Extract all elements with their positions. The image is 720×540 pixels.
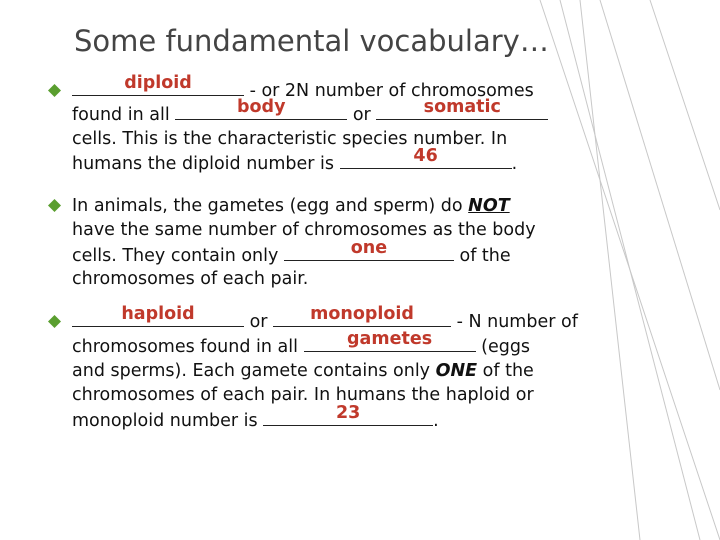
- text: of the: [477, 361, 534, 381]
- text: - or 2N number of chromosomes: [244, 81, 534, 101]
- text: or: [244, 312, 274, 332]
- bullet-3-line-2: [72, 329, 531, 359]
- answer-gametes: gametes: [347, 329, 433, 349]
- answer-body: body: [237, 97, 286, 117]
- answer-46: 46: [413, 146, 438, 166]
- diamond-bullet-icon: [48, 199, 61, 212]
- emphasis-one: ONE: [435, 361, 478, 381]
- emphasis-not: NOT: [468, 196, 510, 216]
- blank-haploid: [72, 304, 244, 327]
- blank-diploid: [72, 73, 244, 96]
- bullet-1-line-4: [72, 146, 518, 176]
- bullet-3-line-3: [72, 359, 534, 383]
- blank-monoploid: [273, 304, 451, 327]
- blank-body: [175, 97, 347, 120]
- blank-one: [284, 238, 454, 261]
- text: (eggs: [475, 337, 531, 357]
- blank-gametes: [304, 329, 476, 352]
- bullet-1-line-3: cells. This is the characteristic species number. In: [72, 129, 508, 149]
- blank-23: [263, 403, 433, 426]
- text: .: [511, 154, 518, 174]
- bullet-3-line-4: chromosomes of each pair. In humans the haploid or: [72, 385, 534, 405]
- text: chromosomes found in all: [72, 337, 304, 357]
- text: In animals, the gametes (egg and sperm) do: [72, 196, 469, 216]
- answer-somatic: somatic: [423, 97, 501, 117]
- text: found in all: [72, 105, 176, 125]
- bullet-1-line-2: [72, 97, 548, 127]
- answer-one: one: [350, 238, 388, 258]
- text: or: [347, 105, 377, 125]
- answer-diploid: diploid: [124, 73, 192, 93]
- text: humans the diploid number is: [72, 154, 340, 174]
- bullet-2-line-2: have the same number of chromosomes as the body: [72, 220, 536, 240]
- diamond-bullet-icon: [48, 315, 61, 328]
- bullet-3-line-5: [72, 403, 439, 433]
- answer-23: 23: [335, 403, 361, 423]
- bullet-2-line-4: chromosomes of each pair.: [72, 269, 309, 289]
- text: - N number of: [451, 312, 578, 332]
- text: cells. They contain only: [72, 246, 284, 266]
- diamond-bullet-icon: [48, 84, 61, 97]
- text: of the: [453, 246, 511, 266]
- text: .: [433, 411, 439, 431]
- text: and sperms). Each gamete contains only: [72, 361, 436, 381]
- blank-46: [340, 146, 512, 169]
- slide-title: Some fundamental vocabulary…: [74, 24, 549, 58]
- bullet-2-line-1: [72, 194, 510, 218]
- bullet-2-line-3: [72, 238, 511, 268]
- answer-haploid: haploid: [121, 304, 195, 324]
- answer-monoploid: monoploid: [310, 304, 414, 324]
- text: monoploid number is: [72, 411, 264, 431]
- blank-somatic: [376, 97, 548, 120]
